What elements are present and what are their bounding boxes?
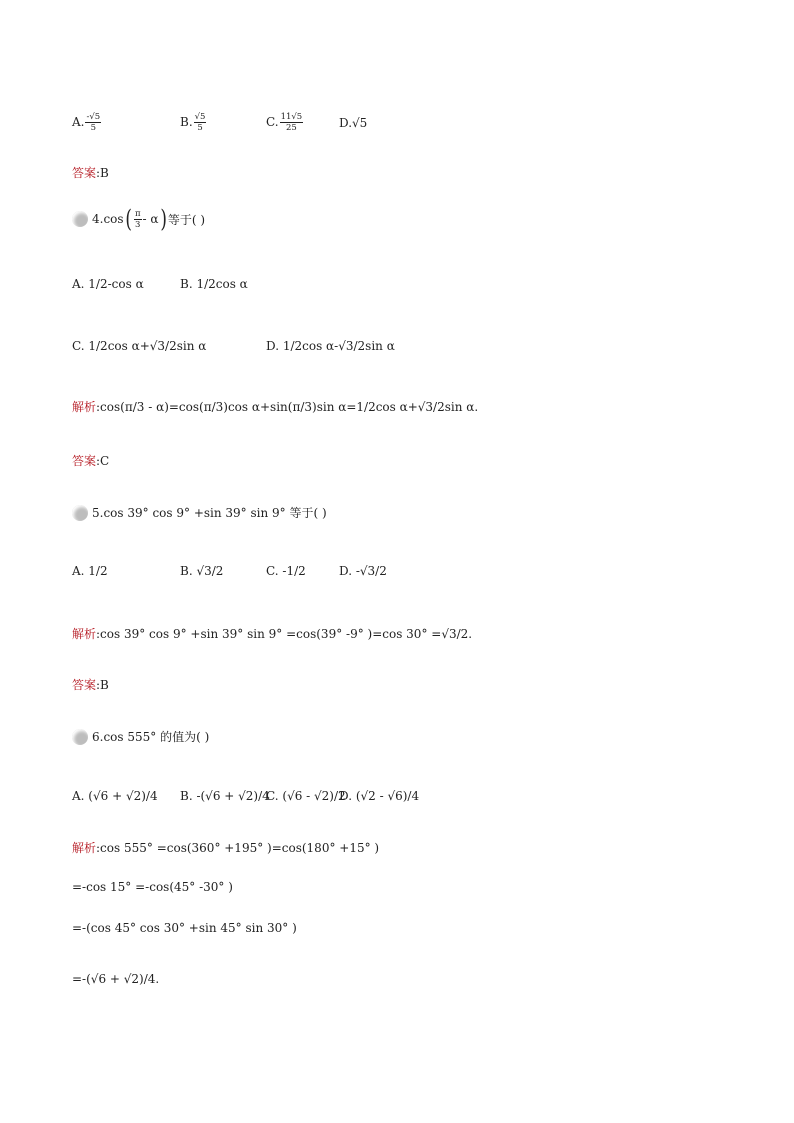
q5-option-a: A. 1/2 xyxy=(72,564,108,578)
q4-option-d: D. 1/2cos α-√3/2sin α xyxy=(266,339,395,353)
q4-option-b: B. 1/2cos α xyxy=(180,277,248,291)
q6-stem: 6. cos 555° 的值为( ) xyxy=(72,728,209,745)
q3-answer: 答案 :B xyxy=(72,165,109,180)
q3-option-b: B. $\frac{√5}{5}$ xyxy=(180,112,206,133)
q5-option-c: C. -1/2 xyxy=(266,564,306,578)
q4-option-a: A. 1/2-cos α xyxy=(72,277,144,291)
q6-option-d: D. (√2 - √6)/4 xyxy=(339,789,420,803)
q4-options-cd xyxy=(72,339,395,353)
q3-option-a: A. $\frac{-√5}{5}$ xyxy=(72,112,101,133)
q4-stem: 4. cos ( $\frac{\pi}{3}$ - α ) 等于( ) xyxy=(72,208,205,230)
q4-analysis: 解析 :cos(π/3 - α)=cos(π/3)cos α+sin(π/3)sin α=1/2cos α+√3/2sin α. xyxy=(72,399,479,414)
q5-option-d: D. -√3/2 xyxy=(339,564,387,578)
q5-options xyxy=(72,564,387,578)
q3-option-c: C. $\frac{11√5}{25}$ xyxy=(266,112,303,133)
q6-option-c: C. (√6 - √2)/2 xyxy=(266,789,346,803)
q6-analysis-1: 解析 :cos 555° =cos(360° +195° )=cos(180° +15° ) xyxy=(72,840,380,855)
q6-option-b: B. -(√6 + √2)/4 xyxy=(180,789,270,803)
q5-option-b: B. √3/2 xyxy=(180,564,224,578)
q5-analysis: 解析 :cos 39° cos 9° +sin 39° sin 9° =cos(39° -9° )=cos 30° =√3/2. xyxy=(72,626,473,641)
q4-answer: 答案 :C xyxy=(72,453,110,468)
question-badge-icon xyxy=(72,505,88,521)
q6-analysis-3: =-(cos 45° cos 30° +sin 45° sin 30° ) xyxy=(72,921,297,935)
q5-stem: 5. cos 39° cos 9° +sin 39° sin 9° 等于( ) xyxy=(72,504,327,521)
q5-answer: 答案 :B xyxy=(72,677,109,692)
q6-analysis-2: =-cos 15° =-cos(45° -30° ) xyxy=(72,880,233,894)
q6-analysis-4: =-(√6 + √2)/4. xyxy=(72,972,160,986)
q6-options xyxy=(72,789,419,803)
q3-options xyxy=(72,112,367,133)
q6-option-a: A. (√6 + √2)/4 xyxy=(72,789,158,803)
question-badge-icon xyxy=(72,211,88,227)
q4-options-ab xyxy=(72,277,248,291)
q3-option-d: D.√5 xyxy=(339,115,368,130)
q4-option-c: C. 1/2cos α+√3/2sin α xyxy=(72,339,207,353)
question-badge-icon xyxy=(72,729,88,745)
